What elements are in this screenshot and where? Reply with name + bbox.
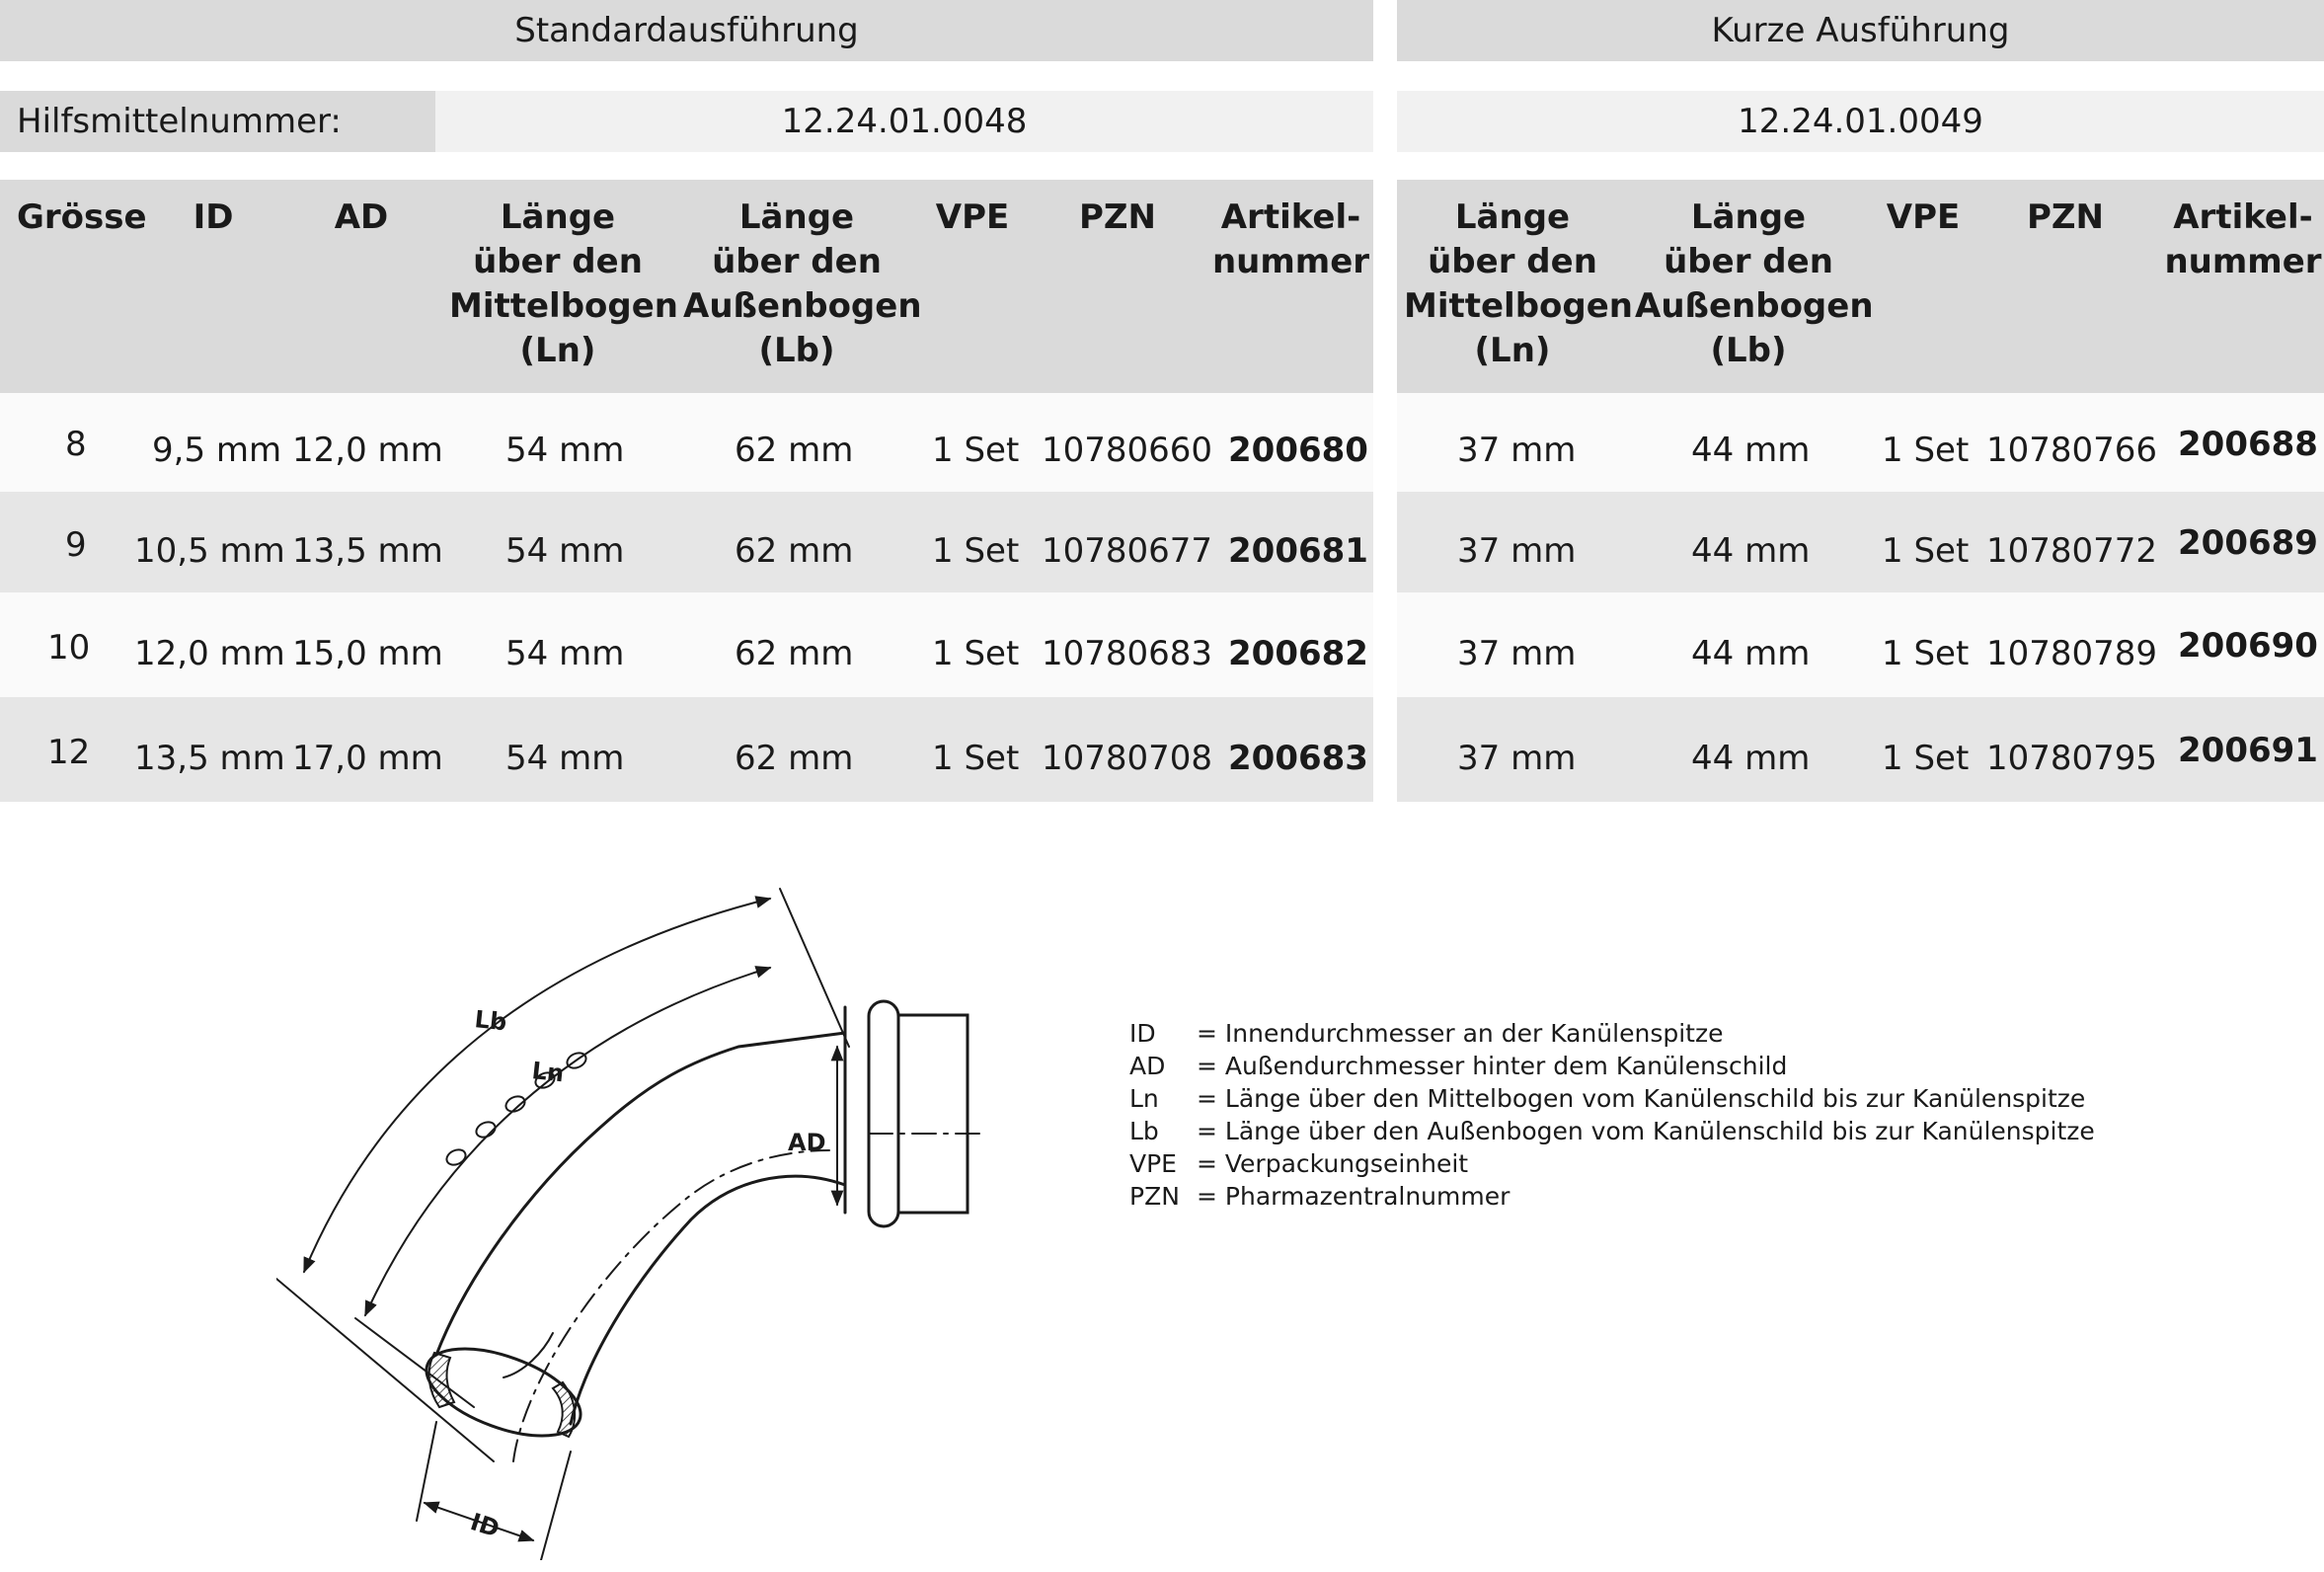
- row2-short-lb: 44 mm: [1691, 531, 1811, 571]
- tube-inner-contour: [571, 1176, 845, 1424]
- row1-lb: 62 mm: [735, 431, 854, 470]
- header-artikel: Artikel- nummer: [1211, 197, 1370, 281]
- diagram-label-id: ID: [467, 1508, 504, 1543]
- tube-outer-contour: [436, 1033, 845, 1355]
- row3-short-ln: 37 mm: [1457, 634, 1577, 673]
- row2-short-ln: 37 mm: [1457, 531, 1577, 571]
- row1-groesse: 8: [65, 425, 87, 464]
- row2-vpe: 1 Set: [932, 531, 1020, 571]
- header-ln: Länge über den Mittelbogen (Ln): [449, 197, 679, 370]
- legend-abbr-vpe: VPE: [1129, 1149, 1177, 1178]
- diagram-label-ln: Ln: [530, 1057, 566, 1088]
- row3-short-lb: 44 mm: [1691, 634, 1811, 673]
- row1-ln: 54 mm: [505, 431, 625, 470]
- diagram-label-ad: AD: [788, 1129, 826, 1156]
- legend-abbr-id: ID: [1129, 1019, 1156, 1048]
- row2-id: 10,5 mm: [134, 531, 285, 571]
- row1-short-artikel: 200688: [2178, 425, 2318, 464]
- row4-short-ln: 37 mm: [1457, 739, 1577, 778]
- row2-groesse: 9: [65, 525, 87, 565]
- row1-short-ln: 37 mm: [1457, 431, 1577, 470]
- header-ad: AD: [334, 197, 389, 237]
- row4-ad: 17,0 mm: [292, 739, 443, 778]
- row2-artikel: 200681: [1228, 531, 1368, 571]
- row2-short-vpe: 1 Set: [1882, 531, 1970, 571]
- row3-ln: 54 mm: [505, 634, 625, 673]
- hilfsmittel-standard-value: 12.24.01.0048: [781, 102, 1028, 141]
- header-short-pzn: PZN: [2026, 197, 2105, 237]
- row3-lb: 62 mm: [735, 634, 854, 673]
- row1-ad: 12,0 mm: [292, 431, 443, 470]
- header-pzn: PZN: [1078, 197, 1157, 237]
- header-groesse: Grösse: [17, 197, 147, 237]
- row1-pzn: 10780660: [1042, 431, 1213, 470]
- header-id: ID: [193, 197, 234, 237]
- row1-vpe: 1 Set: [932, 431, 1020, 470]
- cannula-diagram: [276, 869, 987, 1560]
- header-vpe: VPE: [935, 197, 1010, 237]
- row4-id: 13,5 mm: [134, 739, 285, 778]
- row4-ln: 54 mm: [505, 739, 625, 778]
- tube-centerline: [513, 1150, 829, 1461]
- row3-short-vpe: 1 Set: [1882, 634, 1970, 673]
- row2-ln: 54 mm: [505, 531, 625, 571]
- row4-lb: 62 mm: [735, 739, 854, 778]
- legend-text-ad: = Außendurchmesser hinter dem Kanülenschild: [1197, 1052, 1788, 1080]
- row3-pzn: 10780683: [1042, 634, 1213, 673]
- header-short-ln: Länge über den Mittelbogen (Ln): [1404, 197, 1634, 370]
- row1-id: 9,5 mm: [152, 431, 282, 470]
- legend-abbr-ad: AD: [1129, 1052, 1166, 1080]
- row3-short-artikel: 200690: [2178, 626, 2318, 666]
- row3-ad: 15,0 mm: [292, 634, 443, 673]
- hilfsmittel-short-value: 12.24.01.0049: [1738, 102, 1983, 141]
- row4-artikel: 200683: [1228, 739, 1368, 778]
- legend-text-id: = Innendurchmesser an der Kanülenspitze: [1197, 1019, 1724, 1048]
- row1-short-lb: 44 mm: [1691, 431, 1811, 470]
- row1-short-vpe: 1 Set: [1882, 431, 1970, 470]
- row4-vpe: 1 Set: [932, 739, 1020, 778]
- legend-text-vpe: = Verpackungseinheit: [1197, 1149, 1469, 1178]
- row2-short-pzn: 10780772: [1986, 531, 2158, 571]
- legend-abbr-ln: Ln: [1129, 1084, 1159, 1113]
- standard-title: Standardausführung: [514, 11, 859, 50]
- header-short-artikel: Artikel- nummer: [2164, 197, 2322, 281]
- header-short-lb: Länge über den Außenbogen (Lb): [1635, 197, 1874, 370]
- row4-short-artikel: 200691: [2178, 731, 2318, 770]
- header-short-vpe: VPE: [1886, 197, 1961, 237]
- row3-id: 12,0 mm: [134, 634, 285, 673]
- row4-short-vpe: 1 Set: [1882, 739, 1970, 778]
- row1-artikel: 200680: [1228, 431, 1368, 470]
- short-title: Kurze Ausführung: [1711, 11, 2010, 50]
- row2-short-artikel: 200689: [2178, 523, 2318, 563]
- row3-short-pzn: 10780789: [1986, 634, 2158, 673]
- row1-short-pzn: 10780766: [1986, 431, 2158, 470]
- legend-text-ln: = Länge über den Mittelbogen vom Kanülenschild bis zur Kanülenspitze: [1197, 1084, 2086, 1113]
- row4-pzn: 10780708: [1042, 739, 1213, 778]
- legend-text-pzn: = Pharmazentralnummer: [1197, 1182, 1511, 1211]
- legend-abbr-lb: Lb: [1129, 1117, 1159, 1145]
- diagram-label-lb: Lb: [473, 1005, 508, 1037]
- row3-groesse: 10: [47, 628, 91, 668]
- row2-lb: 62 mm: [735, 531, 854, 571]
- legend-abbr-pzn: PZN: [1129, 1182, 1180, 1211]
- row4-short-lb: 44 mm: [1691, 739, 1811, 778]
- row2-pzn: 10780677: [1042, 531, 1213, 571]
- row4-short-pzn: 10780795: [1986, 739, 2158, 778]
- header-lb: Länge über den Außenbogen (Lb): [683, 197, 922, 370]
- row4-groesse: 12: [47, 733, 91, 772]
- ln-dimension-arc: [365, 968, 770, 1315]
- row3-artikel: 200682: [1228, 634, 1368, 673]
- row3-vpe: 1 Set: [932, 634, 1020, 673]
- legend-text-lb: = Länge über den Außenbogen vom Kanülenschild bis zur Kanülenspitze: [1197, 1117, 2095, 1145]
- row2-ad: 13,5 mm: [292, 531, 443, 571]
- hilfsmittel-label: Hilfsmittelnummer:: [17, 102, 342, 141]
